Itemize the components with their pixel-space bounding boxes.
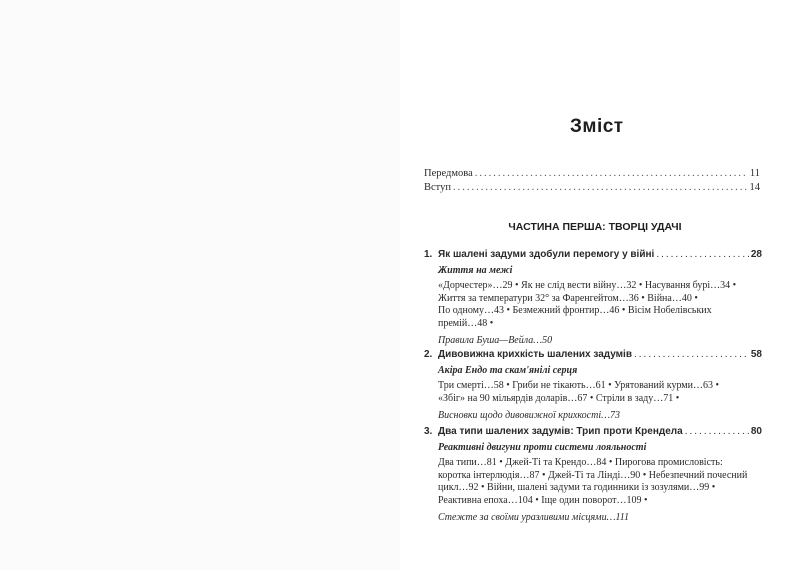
section-line: премій…48 • bbox=[438, 317, 494, 329]
chapter-subtitle: Реактивні двигуни проти системи лояльності bbox=[438, 442, 647, 453]
chapter-number: 1. bbox=[424, 249, 433, 260]
chapter-conclusion: Правила Буша—Вейла…50 bbox=[438, 335, 553, 346]
chapter-page: 80 bbox=[750, 426, 762, 437]
chapter-number: 3. bbox=[424, 426, 433, 437]
chapter-heading[interactable] bbox=[424, 425, 762, 438]
chapter-subtitle: Акіра Ендо та скам'янілі серця bbox=[438, 365, 578, 376]
chapter-title: Дивовижна крихкість шалених задумів bbox=[438, 349, 632, 360]
section-line: «Збіг» на 90 мільярдів доларів…67 • Стріли в заду…71 • bbox=[438, 392, 680, 404]
chapter-subtitle: Життя на межі bbox=[438, 265, 513, 276]
part-heading: ЧАСТИНА ПЕРША: ТВОРЦІ УДАЧІ bbox=[508, 221, 682, 233]
chapter-heading[interactable] bbox=[424, 348, 762, 361]
leader-dots bbox=[453, 182, 748, 193]
section-line: Два типи…81 • Джей-Ті та Крендо…84 • Пирогова промисловість: bbox=[438, 457, 723, 468]
chapter-3 bbox=[424, 425, 762, 524]
chapter-page: 28 bbox=[750, 249, 762, 260]
toc-entry-intro[interactable] bbox=[424, 182, 760, 193]
chapter-conclusion: Висновки щодо дивовижної крихкості…73 bbox=[438, 410, 621, 421]
chapter-title: Як шалені задуми здобули перемогу у війні bbox=[438, 249, 655, 260]
chapter-sections bbox=[438, 457, 762, 507]
section-line: «Дорчестер»…29 • Як не слід вести війну…32 • Насування бурі…34 • bbox=[438, 280, 737, 291]
leader-dots bbox=[656, 248, 749, 261]
leader-dots bbox=[685, 425, 749, 438]
toc-entry-page: 14 bbox=[749, 182, 760, 193]
chapter-page: 58 bbox=[750, 349, 762, 360]
toc-entry-label: Передмова bbox=[424, 168, 473, 179]
chapter-number: 2. bbox=[424, 349, 433, 360]
section-line: Три смерті…58 • Гриби не тікають…61 • Урятований курми…63 • bbox=[438, 380, 719, 391]
toc-title: Зміст bbox=[570, 116, 624, 137]
chapter-1 bbox=[424, 248, 762, 347]
chapter-title: Два типи шалених задумів: Трип проти Крендела bbox=[438, 426, 683, 437]
leader-dots bbox=[475, 168, 748, 179]
chapter-2 bbox=[424, 348, 762, 422]
chapter-sections bbox=[438, 280, 762, 330]
section-line: коротка інтерлюдія…87 • Джей-Ті та Лінді…90 • Небезпечний почесний bbox=[438, 469, 748, 481]
section-line: Життя за температури 32° за Фаренгейтом…36 • Війна…40 • bbox=[438, 292, 698, 304]
chapter-conclusion: Стежте за своїми уразливими місцями…111 bbox=[438, 512, 629, 523]
toc-entry-foreword[interactable] bbox=[424, 168, 760, 179]
chapter-heading[interactable] bbox=[424, 248, 762, 261]
leader-dots bbox=[634, 348, 749, 361]
section-line: цикл…92 • Війни, шалені задуми та годинники із зозулями…99 • bbox=[438, 482, 716, 493]
toc-entry-label: Вступ bbox=[424, 182, 451, 193]
section-line: По одному…43 • Безмежний фронтир…46 • Вісім Нобелівських bbox=[438, 305, 712, 316]
section-line: Реактивна епоха…104 • Іще один поворот…109 • bbox=[438, 494, 648, 506]
chapter-sections bbox=[438, 380, 762, 405]
toc-entry-page: 11 bbox=[749, 168, 760, 179]
